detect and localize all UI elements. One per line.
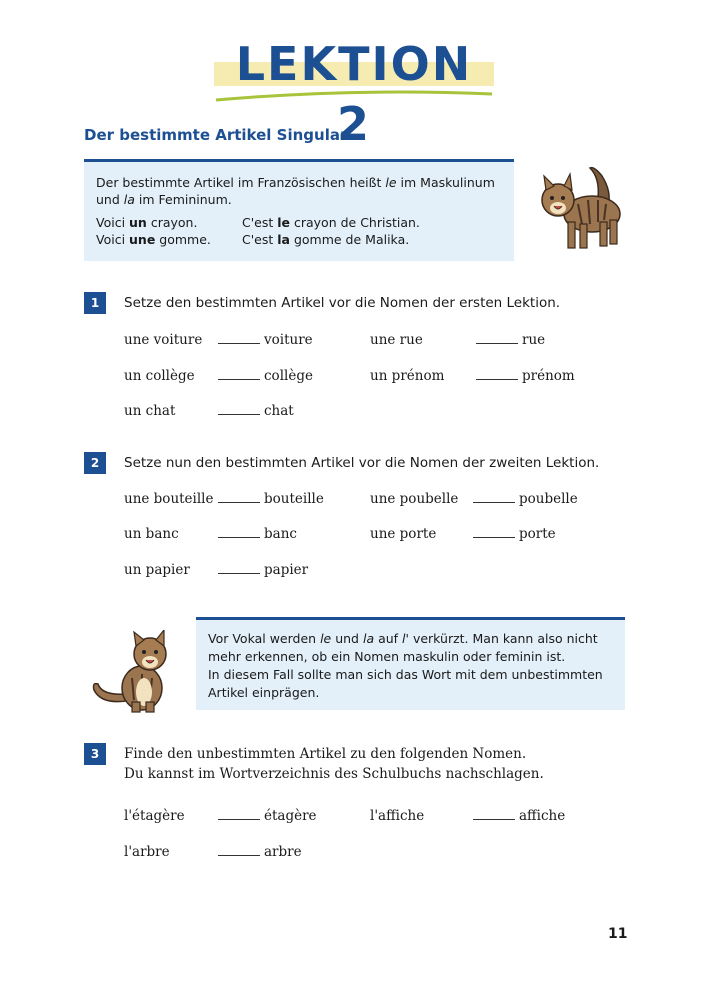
given-noun: l'étagère bbox=[124, 808, 185, 824]
page-number: 11 bbox=[608, 926, 628, 942]
answer-blank[interactable] bbox=[476, 332, 518, 344]
answer-item: poubelle bbox=[473, 489, 578, 509]
example-row: Voici un crayon. C'est le crayon de Christian. bbox=[96, 215, 420, 230]
given-noun: une voiture bbox=[124, 332, 203, 348]
info-line: In diesem Fall sollte man sich das Wort mit dem unbestimmten bbox=[208, 667, 603, 682]
info-line: Artikel einprägen. bbox=[208, 685, 320, 700]
exercise-number: 3 bbox=[84, 743, 106, 765]
answer-blank[interactable] bbox=[473, 491, 515, 503]
answer-blank[interactable] bbox=[218, 403, 260, 415]
answer-blank[interactable] bbox=[218, 808, 260, 820]
answer-blank[interactable] bbox=[218, 844, 260, 856]
answer-item: bouteille bbox=[218, 489, 324, 509]
answer-item: chat bbox=[218, 401, 294, 421]
answer-item: arbre bbox=[218, 842, 302, 862]
answer-item: étagère bbox=[218, 806, 317, 826]
hint-info-box bbox=[196, 617, 625, 710]
answer-item: papier bbox=[218, 560, 308, 580]
answer-blank[interactable] bbox=[218, 526, 260, 538]
sitting-cat-illustration bbox=[88, 630, 174, 714]
answer-blank[interactable] bbox=[218, 368, 260, 380]
answer-item: voiture bbox=[218, 330, 313, 350]
info-line: Vor Vokal werden le und la auf l' verkürzt. Man kann also nicht bbox=[208, 631, 598, 646]
grammar-info-box bbox=[84, 159, 514, 261]
info-line: mehr erkennen, ob ein Nomen maskulin oder feminin ist. bbox=[208, 649, 566, 664]
answer-item: porte bbox=[473, 524, 556, 544]
example-row: Voici une gomme. C'est la gomme de Malika. bbox=[96, 232, 410, 247]
exercise-number: 2 bbox=[84, 452, 106, 474]
exercise-instruction: Finde den unbestimmten Artikel zu den folgenden Nomen. Du kannst im Wortverzeichnis des Schulbuchs nachschlagen. bbox=[124, 746, 544, 782]
given-noun: l'affiche bbox=[370, 808, 425, 824]
section-heading: Der bestimmte Artikel Singular bbox=[84, 126, 348, 144]
exercise-number: 1 bbox=[84, 292, 106, 314]
given-noun: une poubelle bbox=[370, 491, 459, 507]
answer-blank[interactable] bbox=[218, 491, 260, 503]
answer-blank[interactable] bbox=[473, 808, 515, 820]
answer-item: affiche bbox=[473, 806, 565, 826]
info-line: Der bestimmte Artikel im Französischen heißt le im Maskulinum bbox=[96, 175, 495, 190]
given-noun: un collège bbox=[124, 368, 195, 384]
exercise-instruction: Setze nun den bestimmten Artikel vor die Nomen der zweiten Lektion. bbox=[124, 455, 600, 471]
answer-blank[interactable] bbox=[476, 368, 518, 380]
lesson-title: LEKTION 2 bbox=[235, 37, 473, 151]
answer-blank[interactable] bbox=[218, 332, 260, 344]
answer-item: collège bbox=[218, 366, 313, 386]
answer-item: prénom bbox=[476, 366, 575, 386]
given-noun: une porte bbox=[370, 526, 437, 542]
given-noun: l'arbre bbox=[124, 844, 170, 860]
answer-item: banc bbox=[218, 524, 297, 544]
cat-illustration bbox=[538, 158, 626, 254]
given-noun: un papier bbox=[124, 562, 190, 578]
given-noun: un banc bbox=[124, 526, 179, 542]
given-noun: un chat bbox=[124, 403, 176, 419]
given-noun: une rue bbox=[370, 332, 423, 348]
answer-blank[interactable] bbox=[473, 526, 515, 538]
answer-item: rue bbox=[476, 330, 545, 350]
info-line: und la im Femininum. bbox=[96, 192, 232, 207]
answer-blank[interactable] bbox=[218, 562, 260, 574]
given-noun: une bouteille bbox=[124, 491, 214, 507]
given-noun: un prénom bbox=[370, 368, 445, 384]
exercise-instruction: Setze den bestimmten Artikel vor die Nomen der ersten Lektion. bbox=[124, 295, 561, 311]
